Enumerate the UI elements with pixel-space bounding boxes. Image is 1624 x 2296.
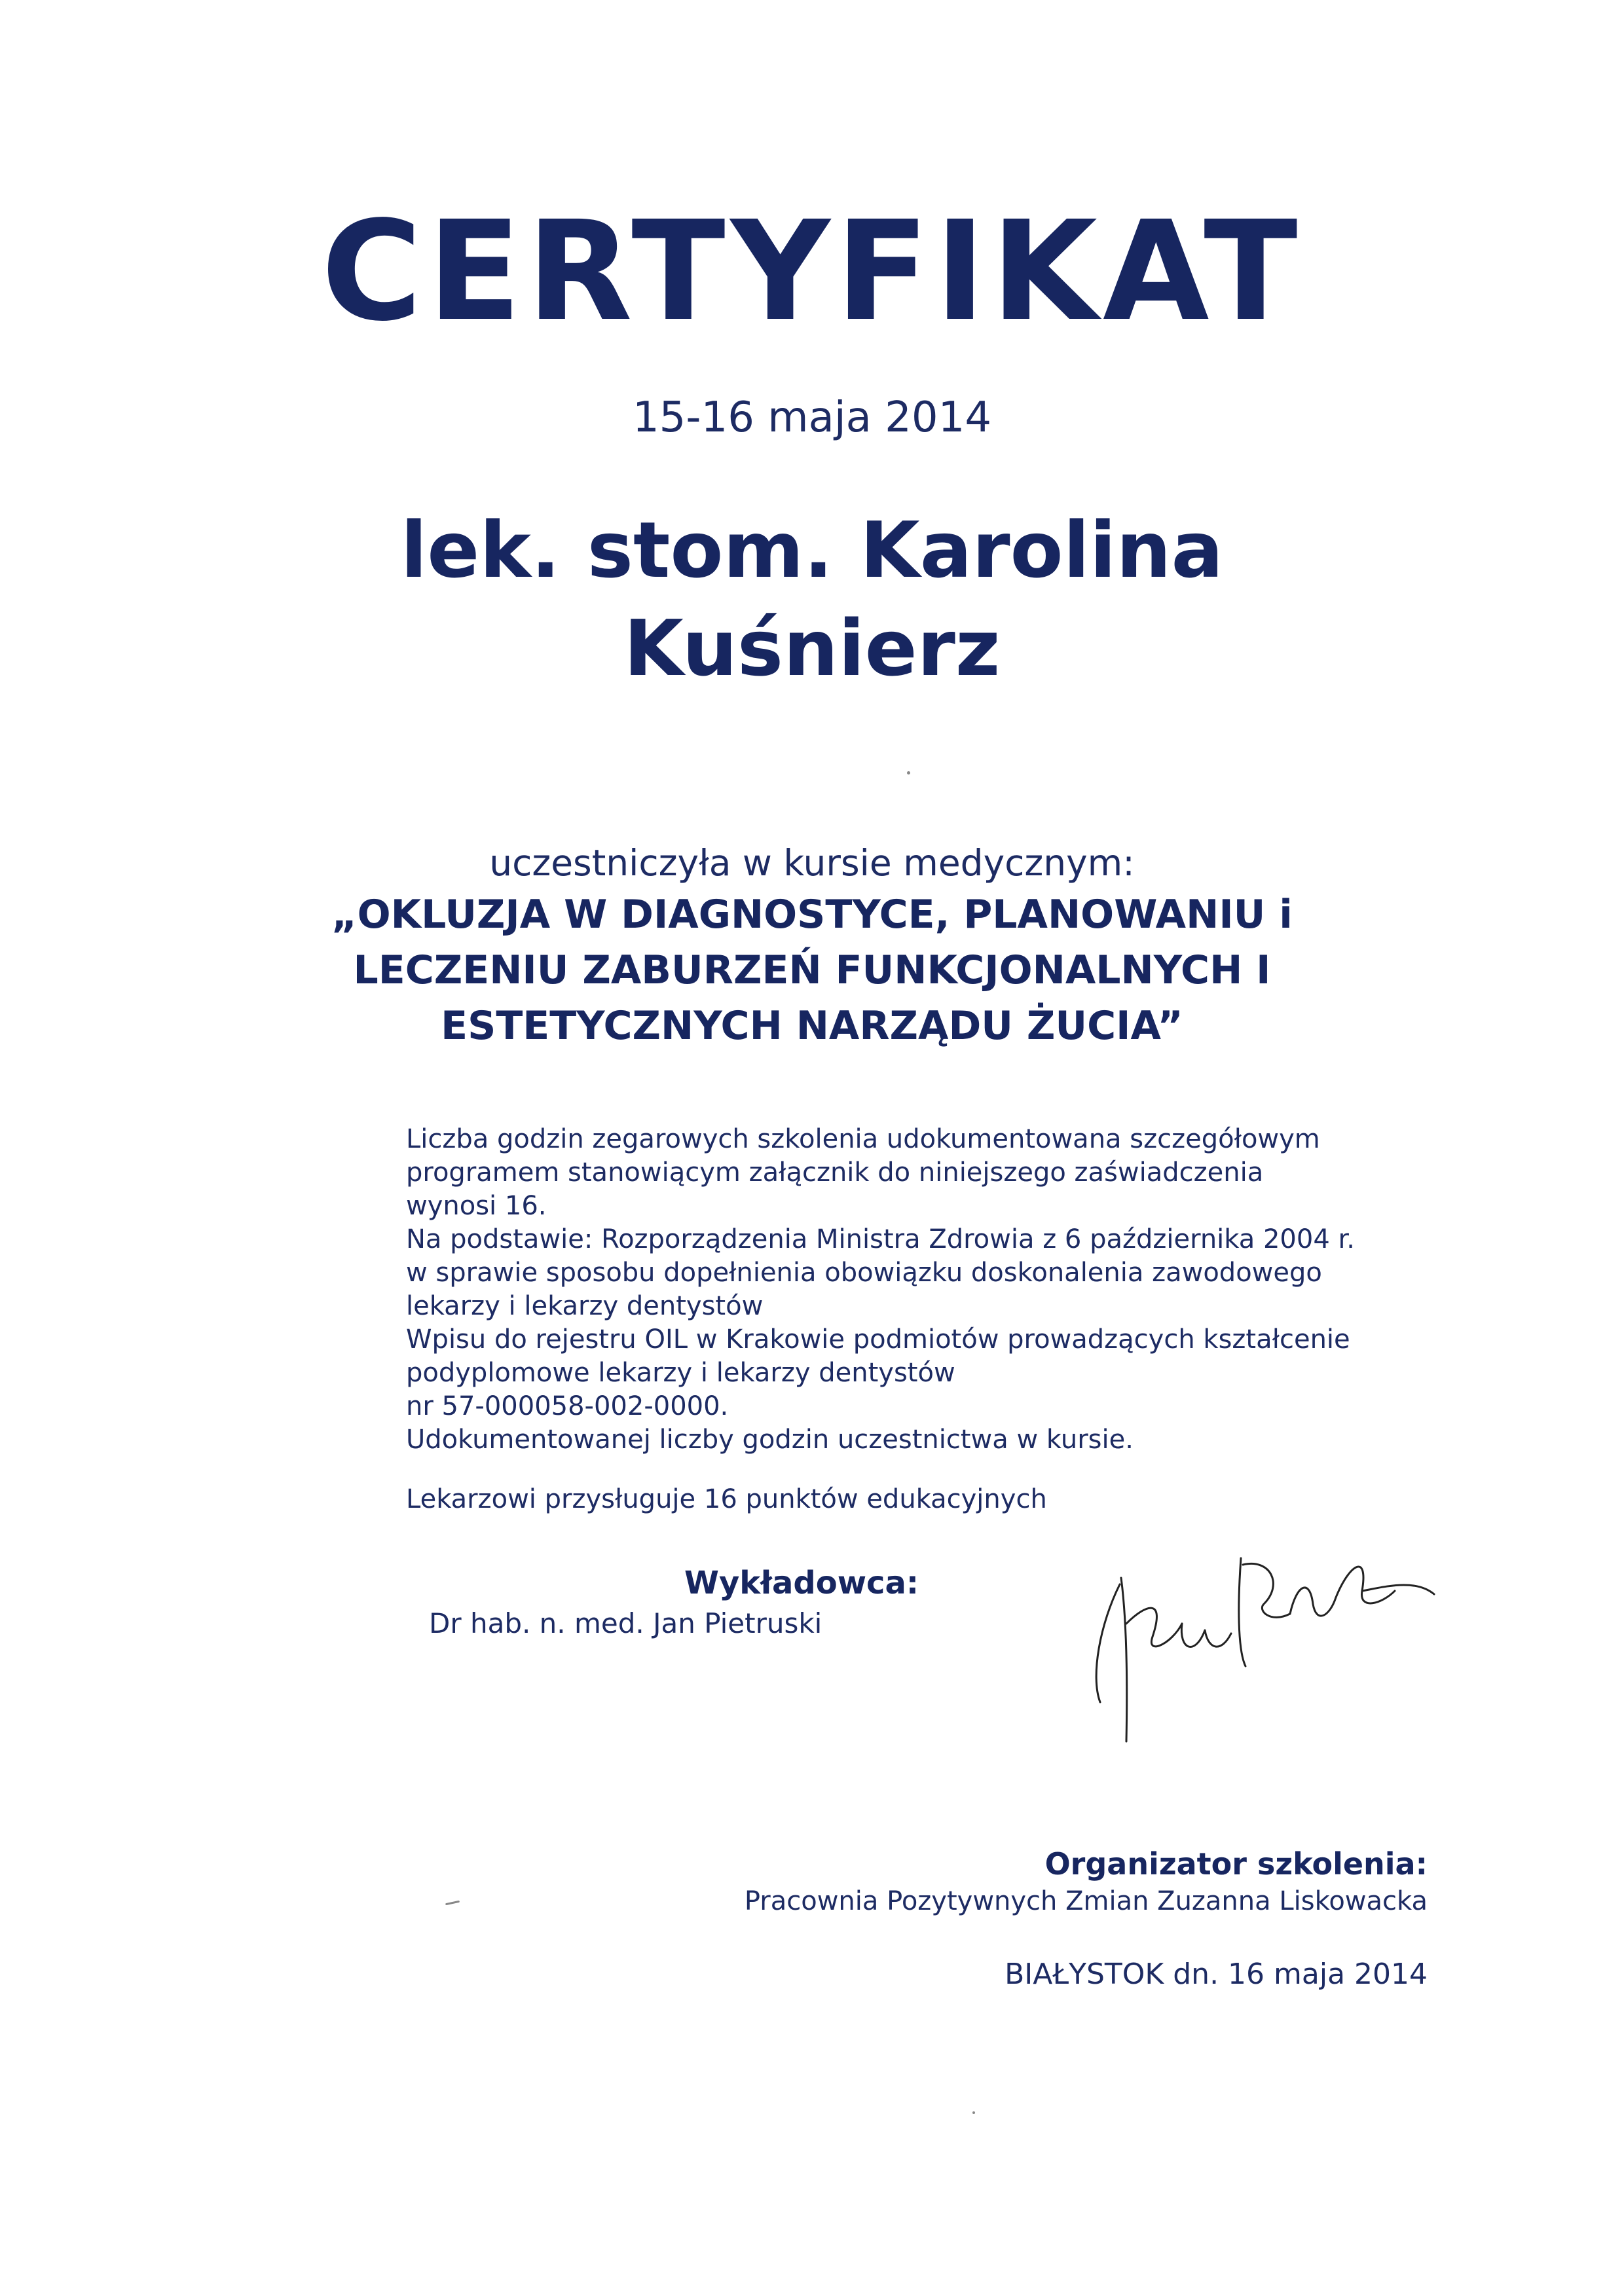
participation-intro: uczestniczyła w kursie medycznym: (489, 842, 1135, 884)
certificate-title: CERTYFIKAT (321, 191, 1303, 352)
scan-speck (445, 1901, 460, 1906)
details-line: Na podstawie: Rozporządzenia Ministra Zdrowia z 6 października 2004 r. (406, 1224, 1355, 1254)
participant-name (0, 501, 1624, 697)
scan-speck (972, 2111, 975, 2114)
details-line: programem stanowiącym załącznik do niniejszego zaświadczenia (406, 1157, 1264, 1188)
details-line: podyplomowe lekarzy i lekarzy dentystów (406, 1358, 955, 1388)
course-title-line: „OKLUZJA W DIAGNOSTYCE, PLANOWANIU i (331, 892, 1293, 938)
scan-speck (907, 771, 910, 774)
course-title (0, 887, 1624, 1054)
organizer-label: Organizator szkolenia: (1044, 1846, 1428, 1882)
details-line: w sprawie sposobu dopełnienia obowiązku doskonalenia zawodowego (406, 1258, 1322, 1288)
details-line: nr 57-000058-002-0000. (406, 1391, 729, 1421)
details-line: Udokumentowanej liczby godzin uczestnictwa w kursie. (406, 1425, 1134, 1455)
participant-name-line: Kuśnierz (623, 603, 1001, 693)
course-title-line: LECZENIU ZABURZEŃ FUNKCJONALNYCH I (353, 947, 1271, 993)
course-title-line: ESTETYCZNYCH NARZĄDU ŻUCIA” (441, 1003, 1183, 1049)
participant-name-line: lek. stom. Karolina (400, 505, 1224, 595)
details-line: Wpisu do rejestru OIL w Krakowie podmiotów prowadzących kształcenie (406, 1324, 1350, 1355)
education-points: Lekarzowi przysługuje 16 punktów edukacyjnych (406, 1484, 1047, 1514)
organizer-name: Pracownia Pozytywnych Zmian Zuzanna Liskowacka (744, 1886, 1428, 1916)
lecturer-label: Wykładowca: (684, 1565, 919, 1601)
place-and-date: BIAŁYSTOK dn. 16 maja 2014 (1005, 1958, 1428, 1991)
course-details (406, 1123, 1532, 1457)
lecturer-name: Dr hab. n. med. Jan Pietruski (429, 1607, 822, 1639)
lecturer-signature-icon (1074, 1525, 1441, 1748)
details-line: lekarzy i lekarzy dentystów (406, 1291, 764, 1321)
course-date: 15-16 maja 2014 (632, 393, 992, 442)
details-line: wynosi 16. (406, 1191, 547, 1221)
details-line: Liczba godzin zegarowych szkolenia udokumentowana szczegółowym (406, 1124, 1320, 1154)
